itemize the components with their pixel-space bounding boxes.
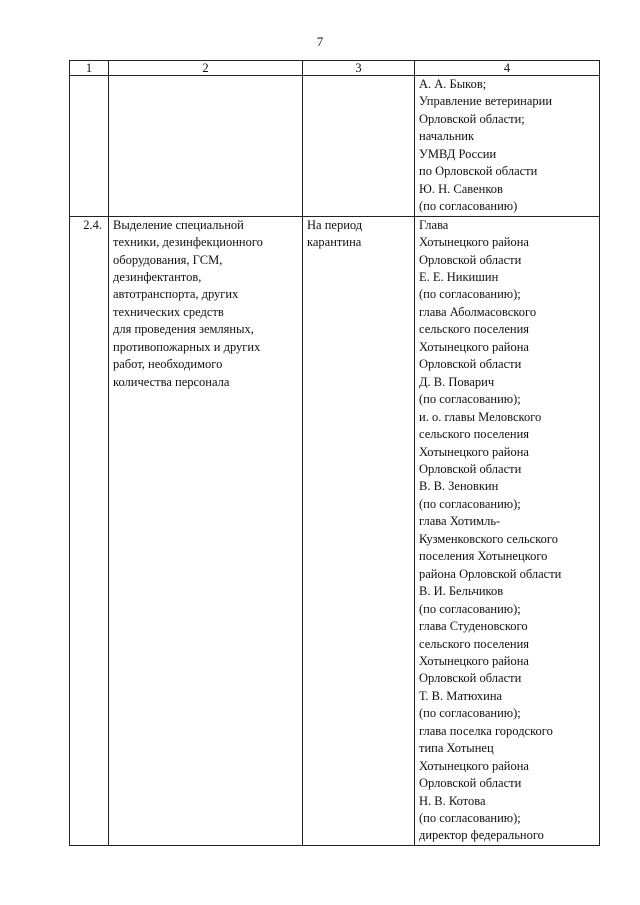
responsible-line: В. И. Бельчиков: [419, 584, 504, 599]
page-number: 7: [316, 34, 324, 49]
cell-empty-1: [70, 76, 109, 217]
responsible-line: Орловской области: [419, 461, 522, 476]
responsible-line: Управление ветеринарии: [419, 94, 553, 109]
responsible-line: Орловской области: [419, 357, 522, 372]
responsible-line: Хотынецкого района: [419, 653, 529, 668]
responsible-line: УМВД России: [419, 146, 497, 161]
table-row-continued: [70, 76, 600, 217]
responsible-line: Е. Е. Никишин: [419, 269, 499, 284]
header-col-1: 1: [70, 61, 109, 76]
measure-line: технических средств: [113, 304, 224, 319]
responsible-line: Хотынецкого района: [419, 339, 529, 354]
responsible-line: Орловской области: [419, 252, 522, 267]
responsible-line: (по согласованию): [419, 199, 518, 214]
responsible-line: Т. В. Матюхина: [419, 688, 503, 703]
cell-empty-2: [109, 76, 303, 217]
responsible-cell: [415, 216, 600, 845]
responsible-line: (по согласованию);: [419, 287, 521, 302]
responsible-line: Хотынецкого района: [419, 758, 529, 773]
measure-line: дезинфектантов,: [113, 269, 202, 284]
responsible-line: Хотынецкого района: [419, 235, 529, 250]
responsible-cell-continued: [415, 76, 600, 217]
measure-line: количества персонала: [113, 374, 230, 389]
table-row-2-4: [70, 216, 600, 845]
responsible-line: глава Студеновского: [419, 619, 528, 634]
deadline-cell: [303, 216, 415, 845]
responsible-line: (по согласованию);: [419, 811, 521, 826]
responsible-line: А. А. Быков;: [419, 77, 487, 91]
deadline-line: карантина: [307, 235, 362, 250]
measure-line: противопожарных и других: [113, 339, 261, 354]
responsible-line: глава Хотимль-: [419, 514, 501, 529]
header-row: [70, 61, 600, 76]
measure-line: автотранспорта, других: [113, 287, 239, 302]
header-col-2: 2: [109, 61, 303, 76]
responsible-line: (по согласованию);: [419, 706, 521, 721]
responsible-line: (по согласованию);: [419, 601, 521, 616]
measure-line: Выделение специальной: [113, 217, 244, 232]
cell-empty-3: [303, 76, 415, 217]
responsible-line: района Орловской области: [419, 566, 562, 581]
measure-line: оборудования, ГСМ,: [113, 252, 223, 267]
responsible-line: Орловской области;: [419, 111, 525, 126]
row-number: 2.4.: [70, 216, 109, 845]
responsible-line: (по согласованию);: [419, 496, 521, 511]
responsible-line: Орловской области: [419, 776, 522, 791]
responsible-line: сельского поселения: [419, 427, 530, 442]
responsible-line: начальник: [419, 129, 475, 144]
measure-line: работ, необходимого: [113, 357, 223, 372]
responsible-line: Хотынецкого района: [419, 444, 529, 459]
measure-line: для проведения земляных,: [113, 322, 254, 337]
responsible-line: глава Аболмасовского: [419, 304, 537, 319]
responsible-line: Орловской области: [419, 671, 522, 686]
measures-table: [69, 60, 600, 846]
measure-line: техники, дезинфекционного: [113, 235, 263, 250]
responsible-line: директор федерального: [419, 828, 544, 843]
responsible-line: и. о. главы Меловского: [419, 409, 542, 424]
responsible-line: В. В. Зеновкин: [419, 479, 499, 494]
responsible-line: Глава: [419, 217, 449, 232]
responsible-line: глава поселка городского: [419, 723, 553, 738]
responsible-line: поселения Хотынецкого: [419, 549, 548, 564]
deadline-line: На период: [307, 217, 363, 232]
header-col-4: 4: [415, 61, 600, 76]
responsible-line: по Орловской области: [419, 164, 538, 179]
measure-description-cell: [109, 216, 303, 845]
responsible-line: Н. В. Котова: [419, 793, 486, 808]
responsible-line: сельского поселения: [419, 636, 530, 651]
responsible-line: Д. В. Поварич: [419, 374, 495, 389]
responsible-line: сельского поселения: [419, 322, 530, 337]
header-col-3: 3: [303, 61, 415, 76]
responsible-line: Кузменковского сельского: [419, 531, 558, 546]
responsible-line: типа Хотынец: [419, 741, 494, 756]
responsible-line: (по согласованию);: [419, 392, 521, 407]
responsible-line: Ю. Н. Савенков: [419, 181, 503, 196]
